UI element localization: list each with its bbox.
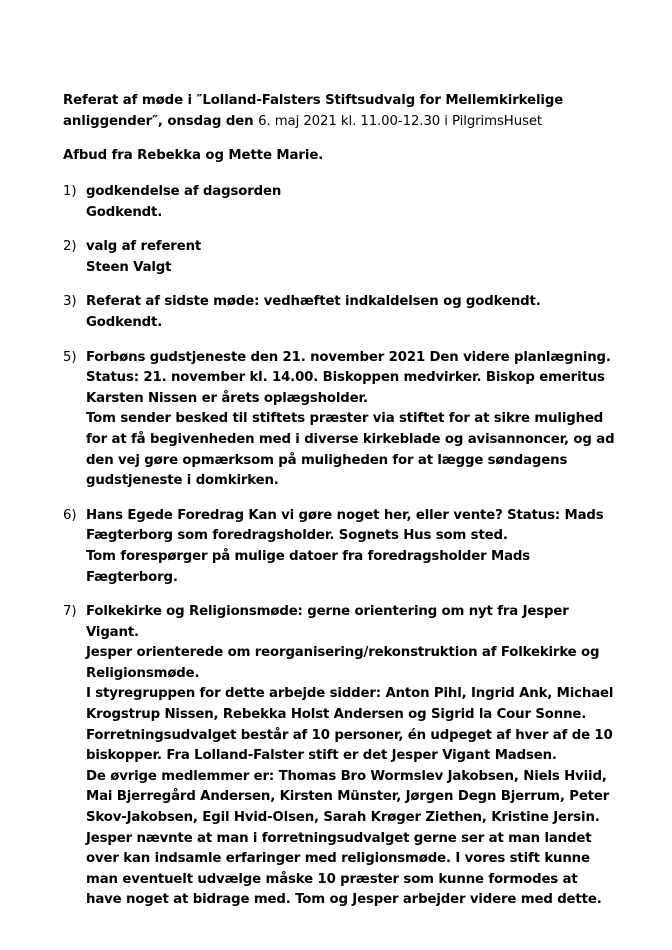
agenda-item (63, 348, 615, 492)
agenda-item-body: Godkendt. (86, 204, 163, 220)
agenda-item-body: Forretningsudvalget består af 10 personer, én udpeget af hver af de 10 biskopper. Fra Lolland-Falster stift er det Jesper Vigant Madsen. (86, 727, 613, 764)
agenda-item-body: Status: 21. november kl. 14.00. Biskoppen medvirker. Biskop emeritus Karsten Nissen er årets oplægsholder. (86, 370, 605, 406)
document-title-bold: Referat af møde i ″Lolland-Falsters Stiftsudvalg for Mellemkirkelige anliggender″, onsdag den (63, 93, 564, 129)
agenda-item-number: 5) (63, 349, 77, 365)
agenda-item-title: valg af referent (86, 239, 202, 255)
agenda-item (63, 292, 615, 333)
agenda-item-body: De øvrige medlemmer er: Thomas Bro Wormslev Jakobsen, Niels Hviid, Mai Bjerregård Andersen, Kirsten Münster, Jørgen Degn Bjerrum, Peter Skov-Jakobsen, Egil Hvid-Olsen, Sarah Krøger Ziethen, Kristine Jersin. (86, 768, 610, 826)
agenda-item-title: godkendelse af dagsorden (86, 184, 282, 199)
agenda-item (63, 602, 615, 911)
agenda-item-title: Hans Egede Foredrag Kan vi gøre noget her, eller vente? Status: Mads Fægterborg som foredragsholder. Sognets Hus som sted. (86, 507, 604, 544)
agenda-item-body: Steen Valgt (86, 259, 172, 275)
agenda-item-body: I styregruppen for dette arbejde sidder: Anton Pihl, Ingrid Ank, Michael Krogstrup Nissen, Rebekka Holst Andersen og Sigrid la Cour Sonne. (86, 686, 614, 723)
agenda-item-number: 7) (63, 604, 77, 620)
agenda-item-title: Referat af sidste møde: vedhæftet indkaldelsen og godkendt. (86, 294, 541, 310)
agenda-item-title: Forbøns gudstjeneste den 21. november 2021 Den videre planlægning. (86, 349, 611, 365)
agenda-item-body: Godkendt. (86, 314, 163, 330)
agenda-item-number: 2) (63, 239, 77, 255)
agenda-list (63, 182, 615, 911)
agenda-item-title: Folkekirke og Religionsmøde: gerne orientering om nyt fra Jesper Vigant. (86, 604, 569, 640)
agenda-item-body: Tom forespørger på mulige datoer fra foredragsholder Mads Fægterborg. (86, 548, 531, 585)
agenda-item-body: Tom sender besked til stiftets præster via stiftet for at sikre mulighed for at få begivenheden med i diverse kirkeblade og avisannoncer, og ad den vej gøre opmærksom på muligheden for at lægge søndagens gudstjeneste i domkirken. (86, 411, 615, 489)
agenda-item-number: 1) (63, 184, 77, 199)
agenda-item-number: 3) (63, 294, 77, 310)
agenda-item-body: Jesper orienterede om reorganisering/rekonstruktion af Folkekirke og Religionsmøde. (86, 645, 600, 681)
document-title-plain: 6. maj 2021 kl. 11.00-12.30 i PilgrimsHuset (258, 114, 543, 129)
agenda-item (63, 237, 615, 278)
absence-note: Afbud fra Rebekka og Mette Marie. (63, 148, 324, 163)
agenda-item-number: 6) (63, 507, 77, 523)
agenda-item (63, 506, 615, 588)
document-title (63, 90, 615, 132)
agenda-item-body: Jesper nævnte at man i forretningsudvalget gerne ser at man landet over kan indsamle erfaringer med religionsmøde. I vores stift kunne man eventuelt udvælge måske 10 præster som kunne formodes at have noget at bidrage med. Tom og Jesper arbejder videre med dette. (86, 830, 602, 908)
agenda-item (63, 182, 615, 223)
